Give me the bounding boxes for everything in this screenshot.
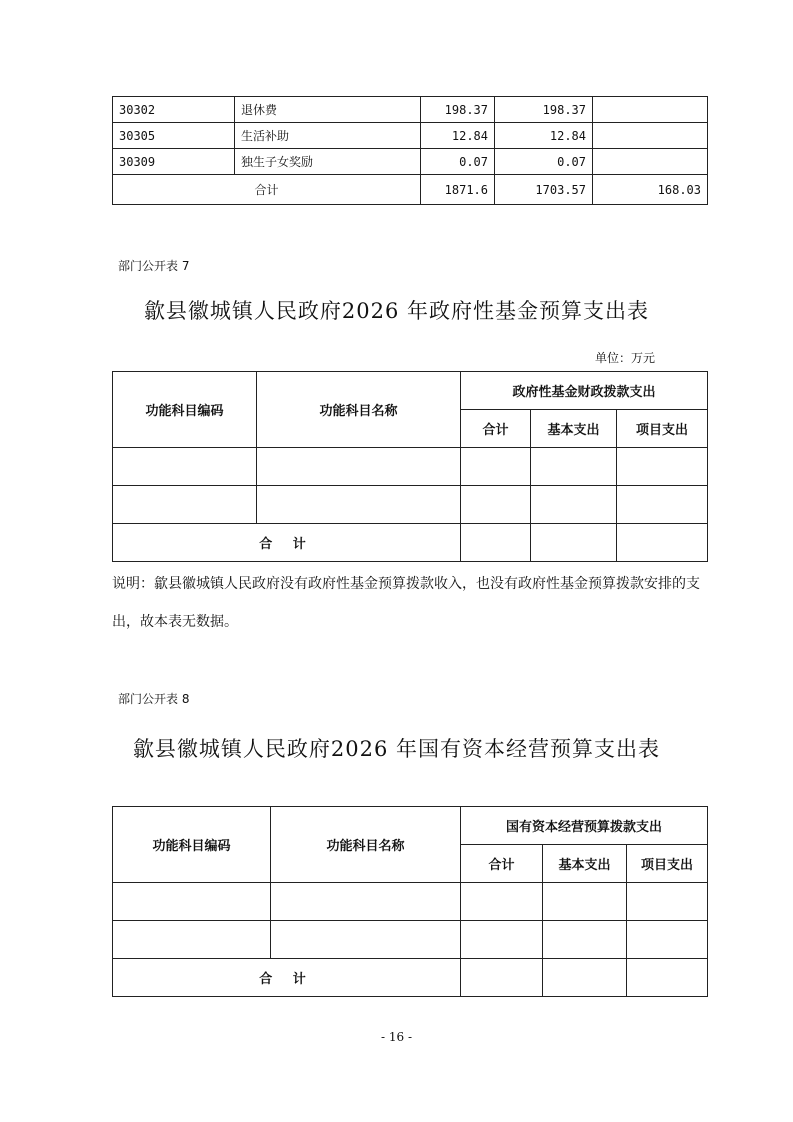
basic-amount: 1703.57 (495, 175, 593, 205)
row-project (593, 149, 708, 175)
expenditure-detail-table (112, 96, 708, 205)
total-label: 合 计 (113, 959, 461, 997)
row-basic: 198.37 (495, 97, 593, 123)
section-7-title: 歙县徽城镇人民政府2026 年政府性基金预算支出表 (143, 299, 650, 323)
government-fund-table (112, 371, 708, 562)
total-label: 合 计 (113, 524, 461, 562)
row-basic: 12.84 (495, 123, 593, 149)
header-project: 项目支出 (617, 410, 708, 448)
table-row (113, 448, 708, 486)
header-group: 政府性基金财政拨款支出 (461, 372, 708, 410)
section-8-title: 歙县徽城镇人民政府2026 年国有资本经营预算支出表 (132, 737, 661, 761)
section-7-note: 说明：歙县徽城镇人民政府没有政府性基金预算拨款收入，也没有政府性基金预算拨款安排的支出，故本表无数据。 (112, 576, 700, 630)
row-basic: 0.07 (495, 149, 593, 175)
header-group: 国有资本经营预算拨款支出 (461, 807, 708, 845)
header-project: 项目支出 (627, 845, 708, 883)
row-name: 生活补助 (235, 123, 421, 149)
row-code: 30309 (113, 149, 235, 175)
state-capital-table (112, 806, 708, 997)
table-row (113, 921, 708, 959)
unit-label: 单位：万元 (595, 351, 656, 365)
table-row (113, 123, 708, 149)
header-basic: 基本支出 (531, 410, 617, 448)
header-code: 功能科目编码 (113, 372, 257, 448)
row-name: 独生子女奖励 (235, 149, 421, 175)
table-row (113, 883, 708, 921)
header-code: 功能科目编码 (113, 807, 271, 883)
table-row (113, 149, 708, 175)
total-amount: 1871.6 (421, 175, 495, 205)
header-name: 功能科目名称 (271, 807, 461, 883)
row-total: 198.37 (421, 97, 495, 123)
page-number: - 16 - (380, 1030, 412, 1044)
project-amount: 168.03 (593, 175, 708, 205)
row-project (593, 97, 708, 123)
header-basic: 基本支出 (543, 845, 627, 883)
row-code: 30305 (113, 123, 235, 149)
total-label: 合计 (113, 175, 421, 205)
row-code: 30302 (113, 97, 235, 123)
row-project (593, 123, 708, 149)
section-8-label: 部门公开表 8 (118, 692, 190, 706)
header-total: 合计 (461, 410, 531, 448)
header-name: 功能科目名称 (257, 372, 461, 448)
section-7-label: 部门公开表 7 (118, 259, 190, 273)
total-row (113, 524, 708, 562)
header-total: 合计 (461, 845, 543, 883)
table-row (113, 97, 708, 123)
table-row (113, 486, 708, 524)
total-row (113, 959, 708, 997)
total-row (113, 175, 708, 205)
row-name: 退休费 (235, 97, 421, 123)
row-total: 12.84 (421, 123, 495, 149)
row-total: 0.07 (421, 149, 495, 175)
